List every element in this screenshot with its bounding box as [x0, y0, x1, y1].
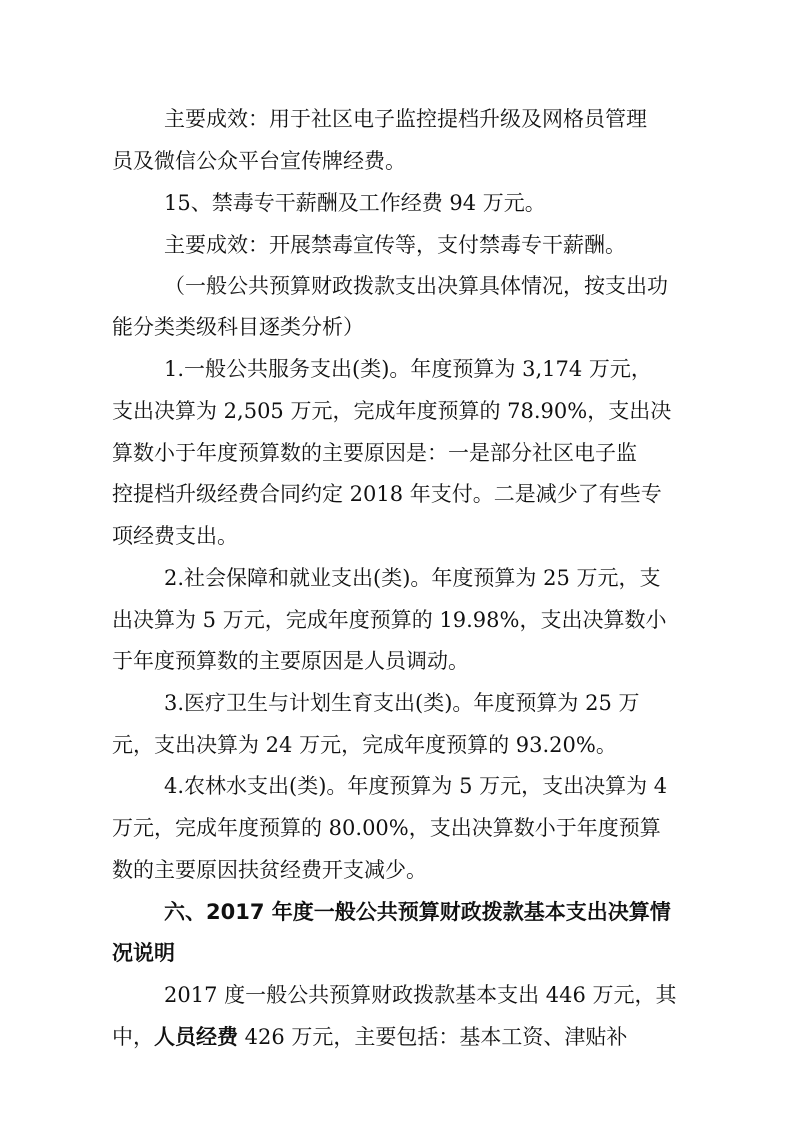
paragraph-line-9: 算数小于年度预算数的主要原因是：一是部分社区电子监 [112, 441, 637, 465]
paragraph-line-3: 15、禁毒专干薪酬及工作经费 94 万元。 [164, 191, 546, 215]
paragraph-line-8: 支出决算为 2,505 万元，完成年度预算的 78.90%，支出决 [112, 399, 672, 423]
paragraph-line-5: （一般公共预算财政拨款支出决算具体情况，按支出功 [164, 274, 668, 298]
paragraph-line-7: 1.一般公共服务支出(类)。年度预算为 3,174 万元， [164, 357, 652, 381]
paragraph-line-14: 于年度预算数的主要原因是人员调动。 [112, 649, 469, 673]
last-line-suffix: 426 万元，主要包括：基本工资、津贴补 [238, 1025, 628, 1049]
paragraph-line-19: 数的主要原因扶贫经费开支减少。 [112, 858, 427, 882]
paragraph-line-12: 2.社会保障和就业支出(类)。年度预算为 25 万元，支 [164, 566, 661, 590]
paragraph-line-1: 主要成效：用于社区电子监控提档升级及网格员管理 [164, 107, 647, 131]
section-heading-line-1: 六、2017 年度一般公共预算财政拨款基本支出决算情 [164, 900, 671, 924]
personnel-expense-label: 人员经费 [154, 1025, 238, 1049]
last-line-prefix: 中， [112, 1025, 154, 1049]
paragraph-line-11: 项经费支出。 [112, 524, 238, 548]
paragraph-line-2: 员及微信公众平台宣传牌经费。 [112, 149, 406, 173]
paragraph-line-22: 2017 度一般公共预算财政拨款基本支出 446 万元，其 [164, 983, 677, 1007]
paragraph-line-6: 能分类类级科目逐类分析） [112, 315, 364, 339]
paragraph-line-16: 元，支出决算为 24 万元，完成年度预算的 93.20%。 [112, 733, 617, 757]
paragraph-line-15: 3.医疗卫生与计划生育支出(类)。年度预算为 25 万 [164, 691, 640, 715]
paragraph-line-10: 控提档升级经费合同约定 2018 年支付。二是减少了有些专 [112, 482, 662, 506]
paragraph-line-4: 主要成效：开展禁毒宣传等，支付禁毒专干薪酬。 [164, 233, 626, 257]
section-heading-line-2: 况说明 [112, 941, 175, 965]
paragraph-line-18: 万元，完成年度预算的 80.00%，支出决算数小于年度预算 [112, 816, 661, 840]
paragraph-line-17: 4.农林水支出(类)。年度预算为 5 万元，支出决算为 4 [164, 774, 668, 798]
paragraph-line-23 [112, 1022, 627, 1052]
paragraph-line-13: 出决算为 5 万元，完成年度预算的 19.98%，支出决算数小 [112, 608, 667, 632]
